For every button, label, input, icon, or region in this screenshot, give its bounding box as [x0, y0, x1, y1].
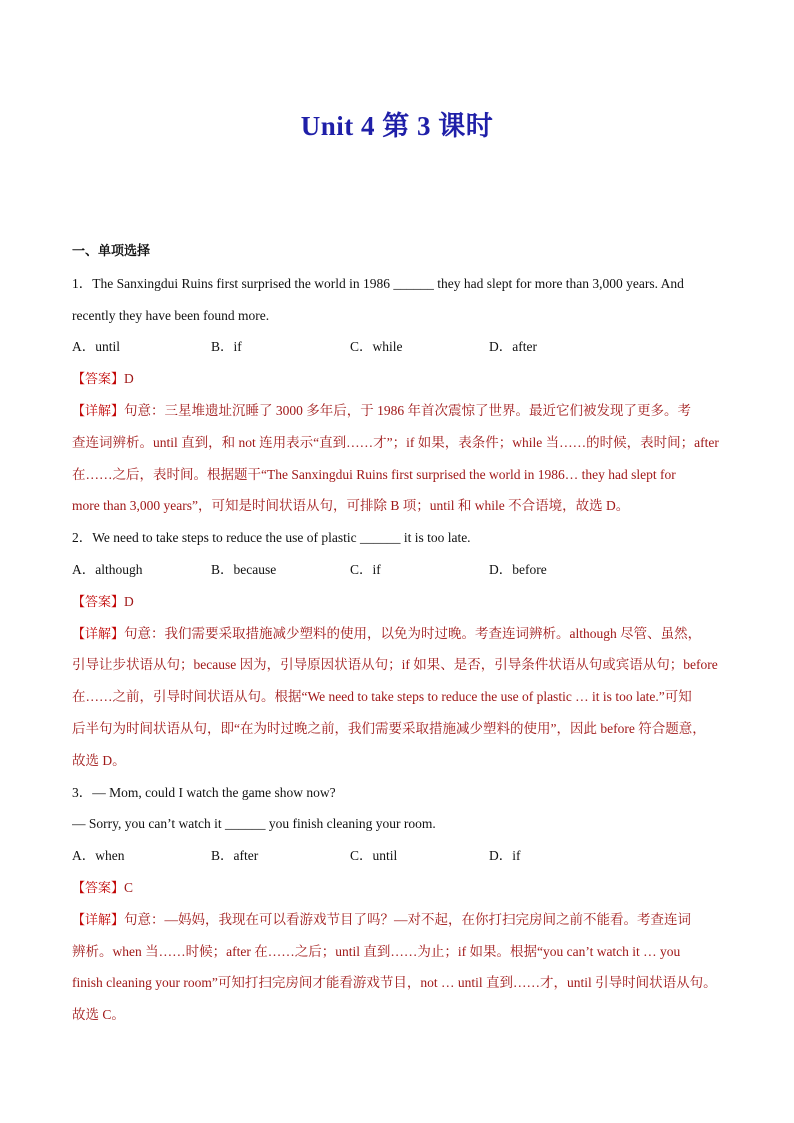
answer-line: [72, 363, 732, 395]
option-a: A．when: [72, 848, 125, 864]
option-b: B．if: [211, 339, 242, 355]
answer-tag: 【答案】: [72, 594, 125, 610]
option-d: D．before: [489, 561, 547, 577]
question-text-line: — Sorry, you can’t watch it ______ you finish cleaning your room.: [72, 816, 436, 832]
question-3: [72, 777, 732, 1031]
question-text-line: 1．The Sanxingdui Ruins first surprised the world in 1986 ______ they had slept for more than 3,000 years. And: [72, 275, 684, 291]
detail-line: [72, 904, 732, 936]
section-heading: 一、单项选择: [72, 244, 151, 259]
option-c: C．until: [350, 848, 398, 864]
detail-line: 引导让步状语从句；because 因为，引导原因状语从句；if 如果、是否，引导条件状语从句或宾语从句；before: [72, 657, 718, 673]
detail-line: 故选 D。: [72, 752, 126, 768]
answer-options: [72, 554, 732, 586]
detail-tag: 【详解】: [72, 403, 125, 419]
detail-line: [72, 395, 732, 427]
detail-line: finish cleaning your room”可知打扫完房间才能看游戏节目，not … until 直到……才，until 引导时间状语从句。: [72, 975, 717, 991]
detail-line: 辨析。when 当……时候；after 在……之后；until 直到……为止；if 如果。根据“you can’t watch it … you: [72, 943, 681, 959]
answer-tag: 【答案】: [72, 880, 125, 896]
detail-line: 查连词辨析。until 直到，和 not 连用表示“直到……才”；if 如果，表条件；while 当……的时候，表时间；after: [72, 434, 719, 450]
option-d: D．after: [489, 339, 537, 355]
answer-line: [72, 872, 732, 904]
detail-tag: 【详解】: [72, 912, 125, 928]
detail-line: 在……之前，引导时间状语从句。根据“We need to take steps to reduce the use of plastic … it is too late.”可知: [72, 689, 692, 705]
question-2: [72, 522, 732, 776]
answer-value: C: [124, 879, 134, 895]
answer-tag: 【答案】: [72, 372, 125, 388]
question-1: [72, 268, 732, 522]
document-content: [72, 236, 732, 1031]
option-d: D．if: [489, 848, 521, 864]
detail-text: 句意：—妈妈，我现在可以看游戏节目了吗？—对不起，在你打扫完房间之前不能看。考查连词: [124, 911, 692, 927]
option-a: A．until: [72, 339, 121, 355]
detail-line: more than 3,000 years”，可知是时间状语从句，可排除 B 项；until 和 while 不合语境，故选 D。: [72, 498, 630, 514]
answer-options: [72, 331, 732, 363]
option-a: A．although: [72, 561, 143, 577]
question-text-line: 3．— Mom, could I watch the game show now?: [72, 784, 336, 800]
answer-value: D: [124, 593, 134, 609]
detail-line: 故选 C。: [72, 1007, 125, 1023]
detail-line: 后半句为时间状语从句，即“在为时过晚之前，我们需要采取措施减少塑料的使用”，因此 before 符合题意，: [72, 720, 706, 736]
option-c: C．if: [350, 561, 381, 577]
detail-tag: 【详解】: [72, 626, 125, 642]
answer-options: [72, 840, 732, 872]
detail-line: 在……之后，表时间。根据题干“The Sanxingdui Ruins first surprised the world in 1986… they had slept for: [72, 466, 676, 482]
question-text-line: 2．We need to take steps to reduce the use of plastic ______ it is too late.: [72, 530, 471, 546]
detail-line: [72, 618, 732, 650]
option-c: C．while: [350, 339, 403, 355]
detail-text: 句意：三星堆遗址沉睡了 3000 多年后，于 1986 年首次震惊了世界。最近它们被发现了更多。考: [124, 402, 692, 418]
question-text-line: recently they have been found more.: [72, 307, 270, 323]
page-title: Unit 4 第 3 课时: [300, 111, 494, 141]
option-b: B．after: [211, 848, 259, 864]
answer-value: D: [124, 371, 134, 387]
option-b: B．because: [211, 561, 277, 577]
detail-text: 句意：我们需要采取措施减少塑料的使用，以免为时过晚。考查连词辨析。although 尽管、虽然，: [124, 625, 702, 641]
answer-line: [72, 586, 732, 618]
